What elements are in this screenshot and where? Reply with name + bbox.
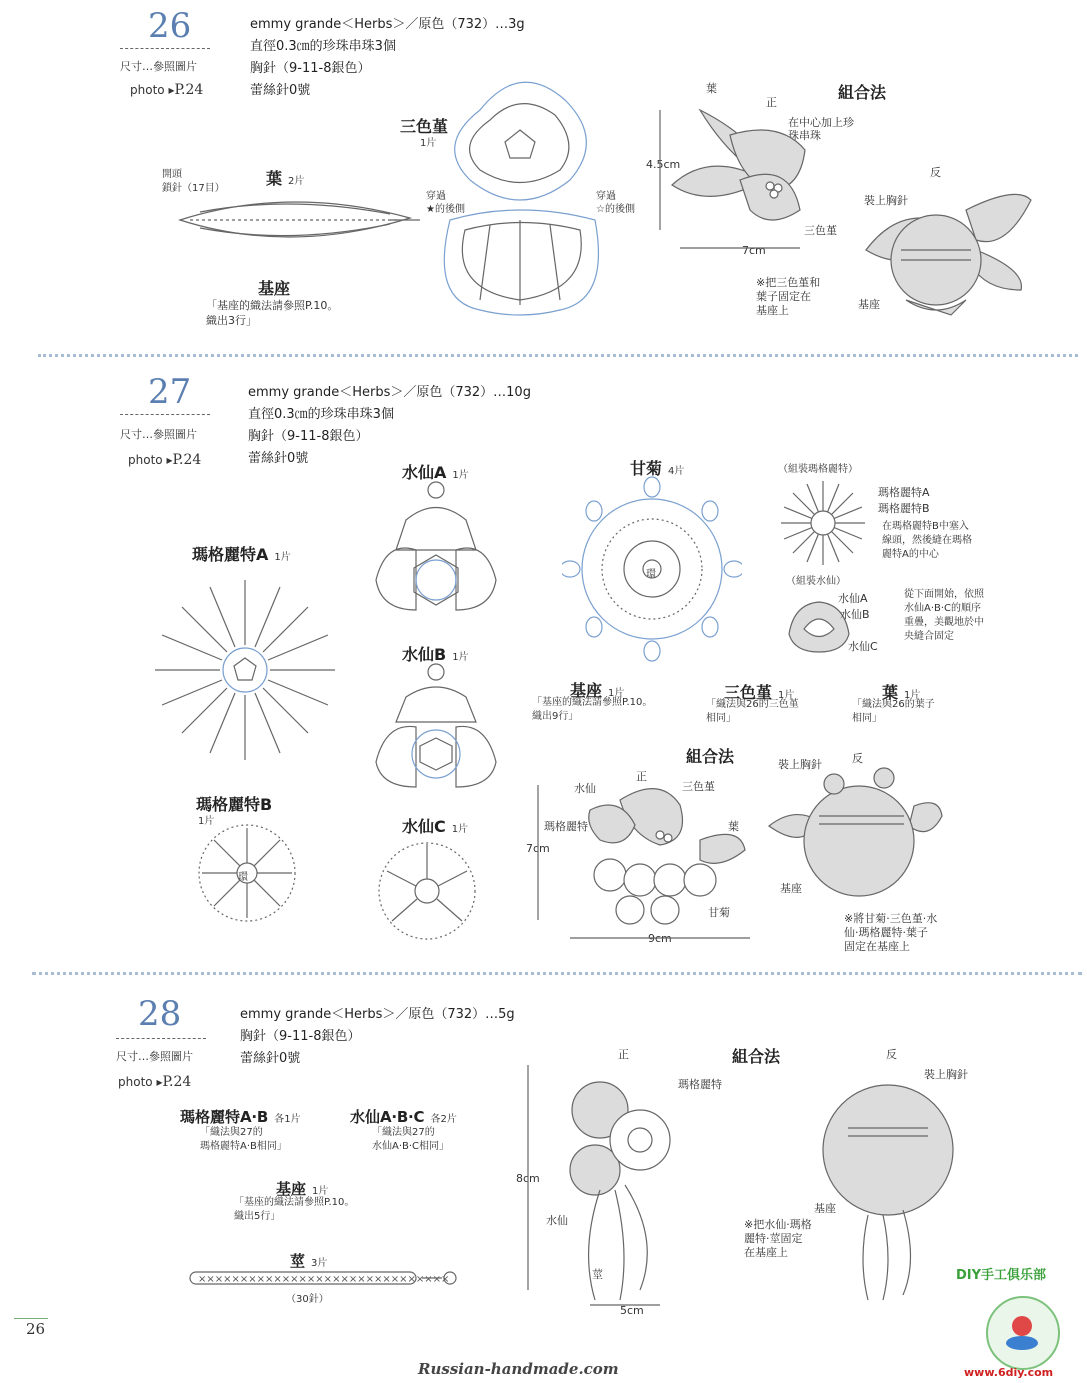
site-logo-text: DIY手工俱乐部 <box>956 1268 1047 1283</box>
assembly-note-26: ※把三色堇和 葉子固定在 基座上 <box>756 276 821 317</box>
material-beads: 直徑0.3㎝的珍珠串珠3個 <box>248 407 394 422</box>
photo-reference: photo ▸P.24 <box>118 1074 192 1090</box>
assembly-width-27: 9cm <box>648 932 672 945</box>
thread-note-left: 穿過 ★的後側 <box>426 191 465 215</box>
logo-figure-icon <box>1012 1316 1032 1336</box>
assembly-front-illustration-28 <box>520 1060 720 1310</box>
assembly-marg-label-28: 瑪格麗特 <box>678 1078 722 1091</box>
assembly-note-28: ※把水仙‧瑪格 麗特‧莖固定 在基座上 <box>744 1218 812 1259</box>
ring-label-chamomile: 環 <box>646 569 656 580</box>
assembly-pansy-label-26: 三色堇 <box>804 224 837 237</box>
base-note-27: 「基座的織法請參照P.10。 織出9行」 <box>532 697 653 722</box>
assemble-margaret-title: （組裝瑪格麗特） <box>778 464 858 475</box>
section-separator <box>32 972 1082 975</box>
material-brooch: 胸針（9-11-8銀色） <box>248 429 369 444</box>
pattern-number-28: 28 <box>138 994 182 1034</box>
pansy-note-27: 「織法與26的三色堇 相同」 <box>706 699 799 724</box>
assembly-narc-label-28: 水仙 <box>546 1214 568 1227</box>
assemble-narcissus-title: （組裝水仙） <box>786 576 846 587</box>
assembly-chry-label-27: 甘菊 <box>708 906 730 919</box>
leaf-title: 葉 2片 <box>266 169 305 188</box>
assembly-front-illustration-27 <box>530 780 760 950</box>
material-hook: 蕾絲針0號 <box>240 1051 301 1066</box>
assembly-back-label-28: 反 <box>886 1048 897 1061</box>
base-title-27: 基座 1片 <box>570 681 625 700</box>
margaret-a-chart <box>150 570 340 760</box>
assembly-height-27: 7cm <box>526 842 550 855</box>
margaret-b-title: 瑪格麗特B <box>196 795 273 814</box>
assembly-pansy-label-27: 三色堇 <box>682 780 715 793</box>
site-logo <box>986 1296 1060 1370</box>
assemble-label-narc-b: 水仙B <box>840 608 870 621</box>
material-hook: 蕾絲針0號 <box>250 83 311 98</box>
assembly-leaf-label-27: 葉 <box>728 820 739 833</box>
assembly-width-28: 5cm <box>620 1304 644 1317</box>
page-number: 26 <box>26 1320 46 1338</box>
assemble-label-narc-c: 水仙C <box>848 640 878 653</box>
assembly-pin-label-27: 裝上胸針 <box>778 758 822 771</box>
narcissus-c-chart <box>372 836 482 946</box>
assembly-note-27: ※將甘菊‧三色堇‧水 仙‧瑪格麗特‧葉子 固定在基座上 <box>844 912 938 953</box>
margaret-a-title: 瑪格麗特A 1片 <box>192 545 291 564</box>
assembly-narc-label-27: 水仙 <box>574 782 596 795</box>
narcissus-a-title: 水仙A 1片 <box>402 463 469 482</box>
watermark: Russian-handmade.com <box>418 1360 619 1378</box>
leaf-title-27: 葉 1片 <box>882 683 921 702</box>
assembly-front-illustration-26 <box>650 100 830 260</box>
assembly-base-label-27: 基座 <box>780 882 802 895</box>
assembly-height-28: 8cm <box>516 1172 540 1185</box>
pansy-title-27: 三色堇 1片 <box>724 683 795 702</box>
section-separator <box>38 354 1078 357</box>
assemble-margaret-note: 在瑪格麗特B中塞入 線頭，然後縫在瑪格 麗特A的中心 <box>882 521 972 560</box>
margaret-ab-title-28: 瑪格麗特A‧B 各1片 <box>180 1108 301 1126</box>
base-note-26: 「基座的織法請參照P.10。 織出3行」 <box>206 299 339 327</box>
pansy-count: 1片 <box>420 138 437 149</box>
assembly-pin-label-28: 裝上胸針 <box>924 1068 968 1081</box>
assembly-front-label-28: 正 <box>618 1048 629 1061</box>
size-reference: 尺寸…參照圖片 <box>120 428 197 441</box>
divider <box>120 48 210 49</box>
material-beads: 直徑0.3㎝的珍珠串珠3個 <box>250 39 396 54</box>
ring-label-b: 環 <box>238 872 248 883</box>
leaf-chart <box>170 190 430 250</box>
assembly-base-label-26: 基座 <box>858 298 880 311</box>
material-brooch: 胸針（9-11-8銀色） <box>250 61 371 76</box>
assembly-height-26: 4.5cm <box>646 158 681 171</box>
assembly-leaf-label-26: 葉 <box>706 82 717 95</box>
base-title-28: 基座 1片 <box>276 1180 329 1198</box>
material-brooch: 胸針（9-11-8銀色） <box>240 1029 361 1044</box>
assembly-back-label-27: 反 <box>852 752 863 765</box>
margaret-b-count: 1片 <box>198 816 215 827</box>
leaf-note-27: 「織法與26的葉子 相同」 <box>852 699 935 724</box>
base-note-28: 「基座的織法請參照P.10。 織出5行」 <box>234 1197 355 1222</box>
narcissus-b-title: 水仙B 1片 <box>402 645 469 664</box>
assemble-margaret-illustration <box>778 478 868 568</box>
assembly-title-28: 組合法 <box>732 1047 781 1066</box>
assembly-back-illustration-27 <box>764 766 944 906</box>
assembly-base-label-28: 基座 <box>814 1202 836 1215</box>
assembly-marg-label-27: 瑪格麗特 <box>544 820 588 833</box>
assembly-front-label-26: 正 <box>766 96 777 109</box>
divider <box>116 1038 206 1039</box>
chamomile-title: 甘菊 4片 <box>630 459 685 478</box>
assembly-back-illustration-26 <box>856 180 1036 320</box>
assembly-width-26: 7cm <box>742 244 766 257</box>
assemble-label-narc-a: 水仙A <box>838 592 868 605</box>
assembly-pin-label-26: 裝上胸針 <box>864 194 908 207</box>
pattern-number-26: 26 <box>148 6 192 46</box>
materials-list <box>240 1004 515 1070</box>
svg-text:××××××××××××××××××××××××××××××: ×××××××××××××××××××××××××××××× <box>198 1274 450 1285</box>
materials-list <box>248 382 531 470</box>
material-yarn: emmy grande＜Herbs＞／原色（732）…10g <box>248 385 531 400</box>
assemble-narcissus-note: 從下面開始，依照 水仙A‧B‧C的順序 重疊，美觀地於中 央縫合固定 <box>904 589 984 642</box>
pattern-number-27: 27 <box>148 372 192 412</box>
logo-base-icon <box>1006 1336 1038 1350</box>
narcissus-abc-note-28: 「織法與27的 水仙A‧B‧C相同」 <box>372 1127 450 1152</box>
assembly-stem-label-28: 莖 <box>592 1268 603 1281</box>
narcissus-abc-title-28: 水仙A‧B‧C 各2片 <box>350 1108 457 1126</box>
narcissus-a-chart <box>366 480 536 630</box>
material-yarn: emmy grande＜Herbs＞／原色（732）…3g <box>250 17 525 32</box>
assembly-back-label-26: 反 <box>930 166 941 179</box>
narcissus-b-chart <box>366 662 536 802</box>
assembly-front-label-27: 正 <box>636 770 647 783</box>
assemble-label-marg-a: 瑪格麗特A <box>878 486 930 499</box>
thread-note-right: 穿過 ☆的後側 <box>596 191 635 215</box>
stem-title-28: 莖 3片 <box>290 1252 328 1270</box>
assemble-label-marg-b: 瑪格麗特B <box>878 502 930 515</box>
stem-chain-label: （30針） <box>286 1294 329 1305</box>
photo-reference: photo ▸P.24 <box>128 452 202 468</box>
photo-reference: photo ▸P.24 <box>130 82 204 98</box>
site-logo-url: www.6diy.com <box>964 1366 1054 1379</box>
pansy-title: 三色堇 <box>400 117 449 136</box>
material-hook: 蕾絲針0號 <box>248 451 309 466</box>
margaret-ab-note-28: 「織法與27的 瑪格麗特A‧B相同」 <box>200 1127 287 1152</box>
material-yarn: emmy grande＜Herbs＞／原色（732）…5g <box>240 1007 515 1022</box>
assembly-center-label-26: 在中心加上珍 珠串珠 <box>788 116 854 142</box>
size-reference: 尺寸…參照圖片 <box>120 60 197 73</box>
assembly-back-illustration-28 <box>808 1070 968 1310</box>
assembly-title-26: 組合法 <box>838 83 887 102</box>
divider <box>120 414 210 415</box>
leaf-start-label: 開頭 鎖針（17目） <box>162 169 225 194</box>
page-number-rule <box>14 1318 48 1319</box>
narcissus-c-title: 水仙C 1片 <box>402 817 469 836</box>
base-title-26: 基座 <box>258 279 291 298</box>
size-reference: 尺寸…參照圖片 <box>116 1050 193 1063</box>
assembly-title-27: 組合法 <box>686 747 735 766</box>
